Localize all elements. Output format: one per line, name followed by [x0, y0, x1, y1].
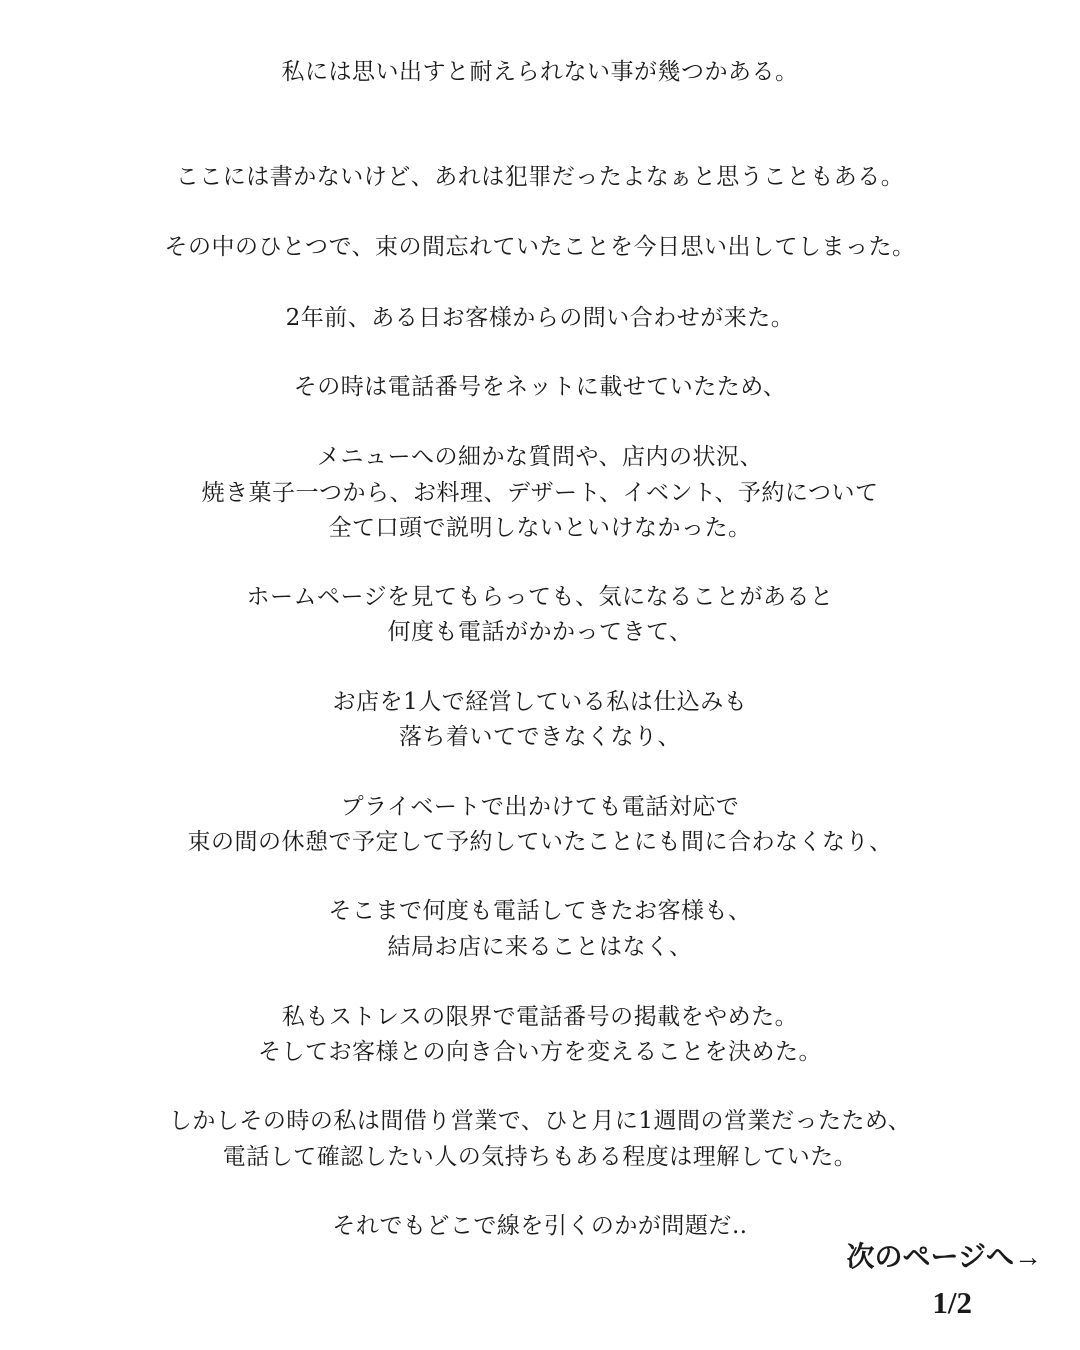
- body-line: 焼き菓子一つから、お料理、デザート、イベント、予約について: [201, 480, 879, 506]
- body-line: そしてお客様との向き合い方を変えることを決めた。: [258, 1039, 822, 1065]
- body-line: その中のひとつで、束の間忘れていたことを今日思い出してしまった。: [164, 234, 916, 260]
- body-line: 私には思い出すと耐えられない事が幾つかある。: [281, 59, 799, 85]
- body-line: 全て口頭で説明しないといけなかった。: [328, 515, 752, 541]
- body-line: 何度も電話がかかってきて、: [387, 619, 693, 645]
- body-line: 束の間の休憩で予定して予約していたことにも間に合わなくなり、: [187, 829, 893, 855]
- body-line: プライベートで出かけても電話対応で: [340, 794, 740, 820]
- body-line: 私もストレスの限界で電話番号の掲載をやめた。: [281, 1004, 799, 1030]
- body-line: それでもどこで線を引くのかが問題だ‥: [332, 1213, 748, 1239]
- body-line: 2年前、ある日お客様からの問い合わせが来た。: [285, 305, 795, 331]
- body-line: お店を1人で経営している私は仕込みも: [332, 689, 748, 715]
- next-page-label[interactable]: 次のページへ→: [846, 1242, 1042, 1273]
- page-indicator: 1/2: [932, 1285, 972, 1320]
- body-line: ここには書かないけど、あれは犯罪だったよなぁと思うこともある。: [175, 164, 905, 190]
- body-line: ホームページを見てもらっても、気になることがあると: [246, 584, 834, 610]
- body-line: 電話して確認したい人の気持ちもある程度は理解していた。: [222, 1144, 858, 1170]
- body-line: そこまで何度も電話してきたお客様も、: [328, 898, 752, 924]
- body-line: しかしその時の私は間借り営業で、ひと月に1週間の営業だったため、: [168, 1108, 912, 1134]
- body-line: 落ち着いてできなくなり、: [399, 724, 681, 750]
- body-line: 結局お店に来ることはなく、: [387, 934, 693, 960]
- body-line: メニューへの細かな質問や、店内の状況、: [316, 444, 764, 470]
- body-line: その時は電話番号をネットに載せていたため、: [293, 374, 787, 400]
